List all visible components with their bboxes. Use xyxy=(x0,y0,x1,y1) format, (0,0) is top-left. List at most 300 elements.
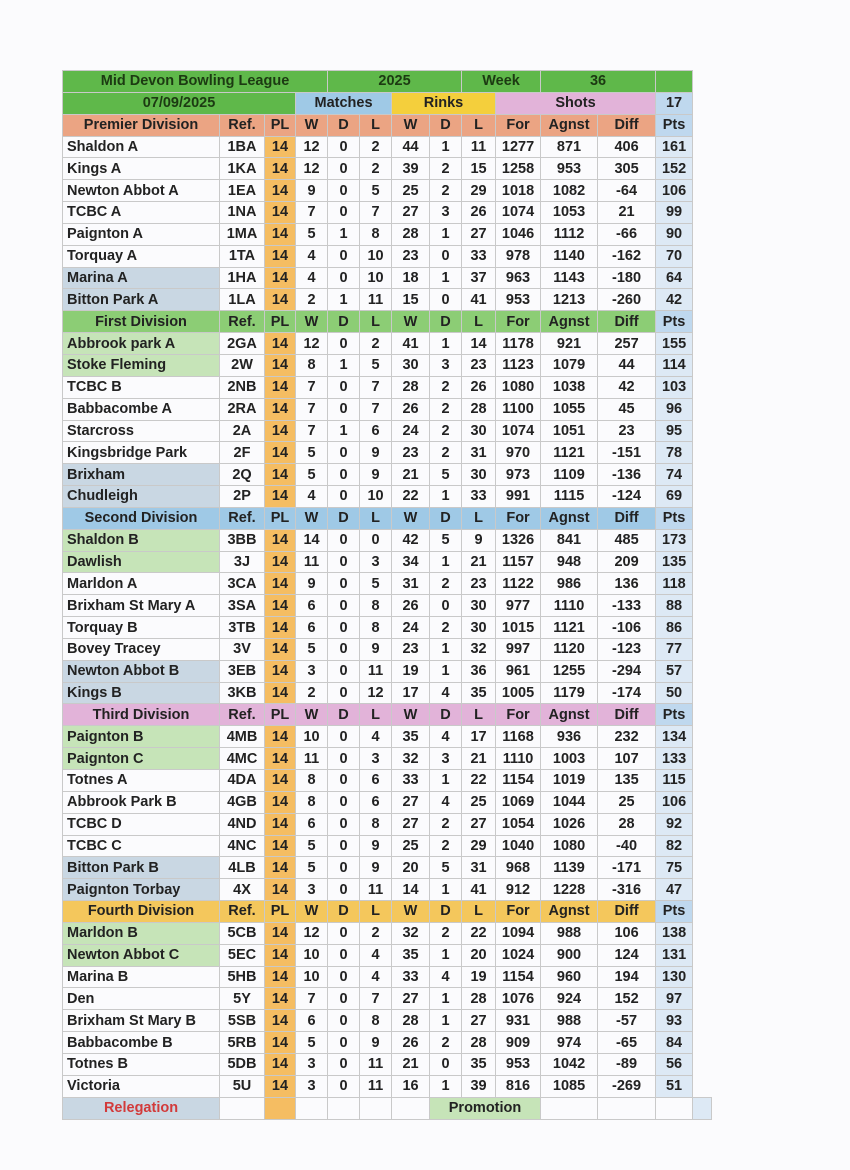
matches-lost-header: L xyxy=(360,507,392,529)
rinks-lost-header: L xyxy=(462,311,496,333)
points: 118 xyxy=(656,573,693,595)
matches-lost: 7 xyxy=(360,376,392,398)
matches-won: 12 xyxy=(296,158,328,180)
shots-for: 1005 xyxy=(496,682,541,704)
pts-header: Pts xyxy=(656,704,693,726)
shots-diff: 209 xyxy=(598,551,656,573)
matches-won: 4 xyxy=(296,245,328,267)
team-ref: 1BA xyxy=(220,136,265,158)
rinks-drawn: 0 xyxy=(430,595,462,617)
played: 14 xyxy=(265,267,296,289)
shots-diff: -89 xyxy=(598,1053,656,1075)
rinks-drawn: 4 xyxy=(430,726,462,748)
rinks-won: 28 xyxy=(392,223,430,245)
team-row xyxy=(63,267,712,289)
shots-for-header: For xyxy=(496,901,541,923)
played: 14 xyxy=(265,398,296,420)
team-name: Newton Abbot B xyxy=(63,660,220,682)
rinks-drawn: 1 xyxy=(430,267,462,289)
rinks-won: 24 xyxy=(392,617,430,639)
matches-lost: 7 xyxy=(360,988,392,1010)
matches-lost: 5 xyxy=(360,180,392,202)
played: 14 xyxy=(265,1053,296,1075)
team-name: Babbacombe B xyxy=(63,1032,220,1054)
shots-diff-header: Diff xyxy=(598,114,656,136)
team-ref: 3CA xyxy=(220,573,265,595)
team-row xyxy=(63,879,712,901)
played: 14 xyxy=(265,770,296,792)
rinks-drawn: 1 xyxy=(430,770,462,792)
matches-won: 7 xyxy=(296,988,328,1010)
division-header-third xyxy=(63,704,712,726)
shots-against: 900 xyxy=(541,944,598,966)
rinks-lost: 28 xyxy=(462,988,496,1010)
rinks-lost: 9 xyxy=(462,529,496,551)
points: 77 xyxy=(656,638,693,660)
played: 14 xyxy=(265,988,296,1010)
shots-for: 997 xyxy=(496,638,541,660)
played: 14 xyxy=(265,638,296,660)
matches-lost: 8 xyxy=(360,617,392,639)
league-title: Mid Devon Bowling League xyxy=(63,71,328,93)
points: 42 xyxy=(656,289,693,311)
rinks-drawn-header: D xyxy=(430,704,462,726)
points: 133 xyxy=(656,748,693,770)
rinks-lost: 30 xyxy=(462,617,496,639)
team-name: TCBC C xyxy=(63,835,220,857)
team-ref: 1HA xyxy=(220,267,265,289)
team-row xyxy=(63,354,712,376)
team-ref: 5SB xyxy=(220,1010,265,1032)
matches-lost-header: L xyxy=(360,114,392,136)
points: 86 xyxy=(656,617,693,639)
team-name: Starcross xyxy=(63,420,220,442)
shots-against: 921 xyxy=(541,333,598,355)
team-name: Dawlish xyxy=(63,551,220,573)
rinks-drawn-header: D xyxy=(430,311,462,333)
shots-for: 1157 xyxy=(496,551,541,573)
played: 14 xyxy=(265,354,296,376)
team-row xyxy=(63,617,712,639)
matches-lost: 2 xyxy=(360,922,392,944)
legend-blank xyxy=(265,1097,296,1119)
points: 114 xyxy=(656,354,693,376)
played: 14 xyxy=(265,791,296,813)
team-ref: 2A xyxy=(220,420,265,442)
shots-diff: -66 xyxy=(598,223,656,245)
rinks-won: 30 xyxy=(392,354,430,376)
team-ref: 1EA xyxy=(220,180,265,202)
shots-diff: -180 xyxy=(598,267,656,289)
team-ref: 3KB xyxy=(220,682,265,704)
shots-diff: 257 xyxy=(598,333,656,355)
points: 115 xyxy=(656,770,693,792)
team-ref: 1TA xyxy=(220,245,265,267)
shots-for: 1154 xyxy=(496,770,541,792)
matches-drawn: 0 xyxy=(328,1053,360,1075)
rinks-drawn: 2 xyxy=(430,835,462,857)
rinks-drawn: 1 xyxy=(430,944,462,966)
shots-against: 974 xyxy=(541,1032,598,1054)
shots-for-header: For xyxy=(496,311,541,333)
rinks-drawn-header: D xyxy=(430,114,462,136)
shots-for: 978 xyxy=(496,245,541,267)
rinks-drawn: 1 xyxy=(430,1075,462,1097)
matches-lost: 8 xyxy=(360,813,392,835)
played: 14 xyxy=(265,813,296,835)
points: 93 xyxy=(656,1010,693,1032)
matches-won: 3 xyxy=(296,660,328,682)
rinks-drawn: 4 xyxy=(430,682,462,704)
rinks-won: 26 xyxy=(392,398,430,420)
matches-lost: 0 xyxy=(360,529,392,551)
shots-against-header: Agnst xyxy=(541,507,598,529)
shots-diff: -123 xyxy=(598,638,656,660)
points: 90 xyxy=(656,223,693,245)
rinks-drawn: 0 xyxy=(430,289,462,311)
rinks-lost: 37 xyxy=(462,267,496,289)
points: 51 xyxy=(656,1075,693,1097)
matches-lost: 6 xyxy=(360,791,392,813)
matches-drawn: 0 xyxy=(328,1075,360,1097)
legend-blank xyxy=(598,1097,656,1119)
shots-against: 1051 xyxy=(541,420,598,442)
points: 88 xyxy=(656,595,693,617)
points: 64 xyxy=(656,267,693,289)
matches-won: 4 xyxy=(296,486,328,508)
rinks-drawn-header: D xyxy=(430,901,462,923)
shots-for: 973 xyxy=(496,464,541,486)
matches-drawn: 0 xyxy=(328,442,360,464)
played: 14 xyxy=(265,748,296,770)
matches-drawn: 0 xyxy=(328,966,360,988)
shots-diff: -151 xyxy=(598,442,656,464)
shots-diff: 25 xyxy=(598,791,656,813)
matches-won: 6 xyxy=(296,813,328,835)
shots-diff: -260 xyxy=(598,289,656,311)
matches-won-header: W xyxy=(296,704,328,726)
team-name: Bitton Park A xyxy=(63,289,220,311)
relegation-legend: Relegation xyxy=(63,1097,220,1119)
rinks-won: 42 xyxy=(392,529,430,551)
rinks-lost: 25 xyxy=(462,791,496,813)
team-row xyxy=(63,420,712,442)
legend-row xyxy=(63,1097,712,1119)
rinks-won: 22 xyxy=(392,486,430,508)
team-ref: 2W xyxy=(220,354,265,376)
matches-lost: 10 xyxy=(360,267,392,289)
played: 14 xyxy=(265,223,296,245)
points: 155 xyxy=(656,333,693,355)
rinks-lost: 36 xyxy=(462,660,496,682)
ref-header: Ref. xyxy=(220,114,265,136)
matches-drawn: 0 xyxy=(328,595,360,617)
matches-lost: 7 xyxy=(360,398,392,420)
matches-lost: 11 xyxy=(360,879,392,901)
shots-diff: 152 xyxy=(598,988,656,1010)
rinks-won: 27 xyxy=(392,202,430,224)
team-name: Kings A xyxy=(63,158,220,180)
rinks-drawn: 0 xyxy=(430,245,462,267)
team-name: Chudleigh xyxy=(63,486,220,508)
pl-header: PL xyxy=(265,114,296,136)
matches-lost: 9 xyxy=(360,835,392,857)
matches-won: 5 xyxy=(296,835,328,857)
shots-against: 1112 xyxy=(541,223,598,245)
rinks-lost: 23 xyxy=(462,573,496,595)
shots-diff: -106 xyxy=(598,617,656,639)
rinks-lost: 22 xyxy=(462,922,496,944)
matches-drawn: 0 xyxy=(328,1010,360,1032)
shots-for: 1258 xyxy=(496,158,541,180)
team-ref: 4MB xyxy=(220,726,265,748)
matches-drawn: 0 xyxy=(328,638,360,660)
matches-lost-header: L xyxy=(360,311,392,333)
shots-diff: -57 xyxy=(598,1010,656,1032)
points: 56 xyxy=(656,1053,693,1075)
rinks-drawn: 1 xyxy=(430,988,462,1010)
team-ref: 1NA xyxy=(220,202,265,224)
matches-won: 9 xyxy=(296,573,328,595)
team-name: TCBC D xyxy=(63,813,220,835)
shots-against: 1121 xyxy=(541,617,598,639)
played: 14 xyxy=(265,420,296,442)
rinks-drawn: 2 xyxy=(430,420,462,442)
played: 14 xyxy=(265,376,296,398)
rinks-drawn: 1 xyxy=(430,638,462,660)
rinks-won: 35 xyxy=(392,944,430,966)
shots-diff-header: Diff xyxy=(598,311,656,333)
team-ref: 3EB xyxy=(220,660,265,682)
team-row xyxy=(63,770,712,792)
rinks-drawn: 1 xyxy=(430,333,462,355)
matches-lost: 10 xyxy=(360,486,392,508)
shots-for: 1069 xyxy=(496,791,541,813)
matches-won: 12 xyxy=(296,136,328,158)
played: 14 xyxy=(265,333,296,355)
shots-diff: 485 xyxy=(598,529,656,551)
rinks-drawn: 2 xyxy=(430,398,462,420)
matches-drawn: 0 xyxy=(328,748,360,770)
matches-drawn: 0 xyxy=(328,376,360,398)
rinks-lost: 35 xyxy=(462,682,496,704)
played: 14 xyxy=(265,1075,296,1097)
team-name: Shaldon A xyxy=(63,136,220,158)
matches-won: 10 xyxy=(296,944,328,966)
season-year: 2025 xyxy=(328,71,462,93)
played: 14 xyxy=(265,202,296,224)
rinks-drawn: 3 xyxy=(430,354,462,376)
team-row xyxy=(63,922,712,944)
matches-drawn: 0 xyxy=(328,835,360,857)
team-ref: 2NB xyxy=(220,376,265,398)
shots-against-header: Agnst xyxy=(541,901,598,923)
pts-header: Pts xyxy=(656,114,693,136)
matches-won-header: W xyxy=(296,901,328,923)
matches-won: 3 xyxy=(296,1053,328,1075)
shots-diff: 44 xyxy=(598,354,656,376)
division-name: First Division xyxy=(63,311,220,333)
team-name: Totnes A xyxy=(63,770,220,792)
team-name: Torquay B xyxy=(63,617,220,639)
pts-header: Pts xyxy=(656,901,693,923)
matches-won: 2 xyxy=(296,682,328,704)
pts-header: Pts xyxy=(656,311,693,333)
rinks-won: 34 xyxy=(392,551,430,573)
matches-won: 14 xyxy=(296,529,328,551)
shots-diff: -269 xyxy=(598,1075,656,1097)
matches-drawn-header: D xyxy=(328,901,360,923)
shots-against: 1213 xyxy=(541,289,598,311)
shots-against: 1179 xyxy=(541,682,598,704)
division-name: Third Division xyxy=(63,704,220,726)
rinks-lost: 33 xyxy=(462,245,496,267)
team-row xyxy=(63,158,712,180)
rinks-lost: 26 xyxy=(462,376,496,398)
matches-lost: 12 xyxy=(360,682,392,704)
matches-won-header: W xyxy=(296,114,328,136)
shots-against: 1019 xyxy=(541,770,598,792)
matches-won: 12 xyxy=(296,922,328,944)
points: 103 xyxy=(656,376,693,398)
team-name: Newton Abbot A xyxy=(63,180,220,202)
points: 131 xyxy=(656,944,693,966)
points: 106 xyxy=(656,791,693,813)
played: 14 xyxy=(265,660,296,682)
shots-for: 931 xyxy=(496,1010,541,1032)
points: 173 xyxy=(656,529,693,551)
team-name: Paignton C xyxy=(63,748,220,770)
played: 14 xyxy=(265,595,296,617)
team-row xyxy=(63,333,712,355)
rinks-lost: 17 xyxy=(462,726,496,748)
shots-diff: -136 xyxy=(598,464,656,486)
points: 134 xyxy=(656,726,693,748)
team-ref: 4X xyxy=(220,879,265,901)
team-name: Bovey Tracey xyxy=(63,638,220,660)
shots-against: 1038 xyxy=(541,376,598,398)
ref-header: Ref. xyxy=(220,507,265,529)
matches-drawn: 0 xyxy=(328,791,360,813)
shots-for: 970 xyxy=(496,442,541,464)
shots-for: 1018 xyxy=(496,180,541,202)
matches-drawn-header: D xyxy=(328,311,360,333)
legend-blank xyxy=(328,1097,360,1119)
shots-diff: -294 xyxy=(598,660,656,682)
rinks-drawn: 2 xyxy=(430,1032,462,1054)
points: 92 xyxy=(656,813,693,835)
shots-for: 953 xyxy=(496,1053,541,1075)
team-name: Marldon B xyxy=(63,922,220,944)
points: 70 xyxy=(656,245,693,267)
rinks-lost: 30 xyxy=(462,464,496,486)
shots-for: 909 xyxy=(496,1032,541,1054)
matches-won: 7 xyxy=(296,376,328,398)
matches-drawn: 0 xyxy=(328,770,360,792)
rinks-drawn: 3 xyxy=(430,748,462,770)
shots-diff: -171 xyxy=(598,857,656,879)
points: 75 xyxy=(656,857,693,879)
matches-drawn: 1 xyxy=(328,289,360,311)
rinks-lost: 28 xyxy=(462,1032,496,1054)
rinks-lost: 23 xyxy=(462,354,496,376)
rinks-won: 20 xyxy=(392,857,430,879)
played: 14 xyxy=(265,464,296,486)
shots-for: 1074 xyxy=(496,420,541,442)
matches-lost: 11 xyxy=(360,289,392,311)
matches-drawn: 0 xyxy=(328,879,360,901)
shots-against: 841 xyxy=(541,529,598,551)
rinks-won-header: W xyxy=(392,901,430,923)
rinks-won: 31 xyxy=(392,573,430,595)
shots-against-header: Agnst xyxy=(541,311,598,333)
played: 14 xyxy=(265,857,296,879)
rinks-lost: 27 xyxy=(462,813,496,835)
rinks-lost: 39 xyxy=(462,1075,496,1097)
team-name: Abbrook park A xyxy=(63,333,220,355)
played: 14 xyxy=(265,682,296,704)
rinks-won: 28 xyxy=(392,376,430,398)
matches-drawn: 0 xyxy=(328,617,360,639)
team-row xyxy=(63,486,712,508)
title-spacer xyxy=(656,71,693,93)
rinks-won: 33 xyxy=(392,770,430,792)
rinks-lost: 32 xyxy=(462,638,496,660)
title-row xyxy=(63,71,712,93)
played: 14 xyxy=(265,944,296,966)
rinks-drawn: 1 xyxy=(430,1010,462,1032)
team-row xyxy=(63,573,712,595)
rinks-won: 27 xyxy=(392,813,430,835)
rinks-won: 32 xyxy=(392,748,430,770)
points: 78 xyxy=(656,442,693,464)
points: 99 xyxy=(656,202,693,224)
rinks-lost: 20 xyxy=(462,944,496,966)
promotion-legend: Promotion xyxy=(430,1097,541,1119)
rinks-lost: 30 xyxy=(462,595,496,617)
team-row xyxy=(63,529,712,551)
rinks-drawn: 2 xyxy=(430,922,462,944)
team-name: Marina B xyxy=(63,966,220,988)
matches-lost: 9 xyxy=(360,638,392,660)
team-row xyxy=(63,638,712,660)
team-name: Totnes B xyxy=(63,1053,220,1075)
rinks-lost: 31 xyxy=(462,857,496,879)
team-name: Paignton B xyxy=(63,726,220,748)
rinks-won: 14 xyxy=(392,879,430,901)
points: 135 xyxy=(656,551,693,573)
played: 14 xyxy=(265,835,296,857)
team-ref: 4MC xyxy=(220,748,265,770)
team-ref: 3BB xyxy=(220,529,265,551)
team-row xyxy=(63,748,712,770)
matches-lost: 5 xyxy=(360,573,392,595)
shots-against: 1110 xyxy=(541,595,598,617)
matches-won: 5 xyxy=(296,857,328,879)
team-row xyxy=(63,813,712,835)
division-header-premier xyxy=(63,114,712,136)
shots-against-header: Agnst xyxy=(541,704,598,726)
shots-diff: 135 xyxy=(598,770,656,792)
shots-for: 991 xyxy=(496,486,541,508)
team-name: Marldon A xyxy=(63,573,220,595)
points: 69 xyxy=(656,486,693,508)
team-ref: 2Q xyxy=(220,464,265,486)
played: 14 xyxy=(265,617,296,639)
points: 95 xyxy=(656,420,693,442)
team-name: Victoria xyxy=(63,1075,220,1097)
matches-won: 5 xyxy=(296,1032,328,1054)
